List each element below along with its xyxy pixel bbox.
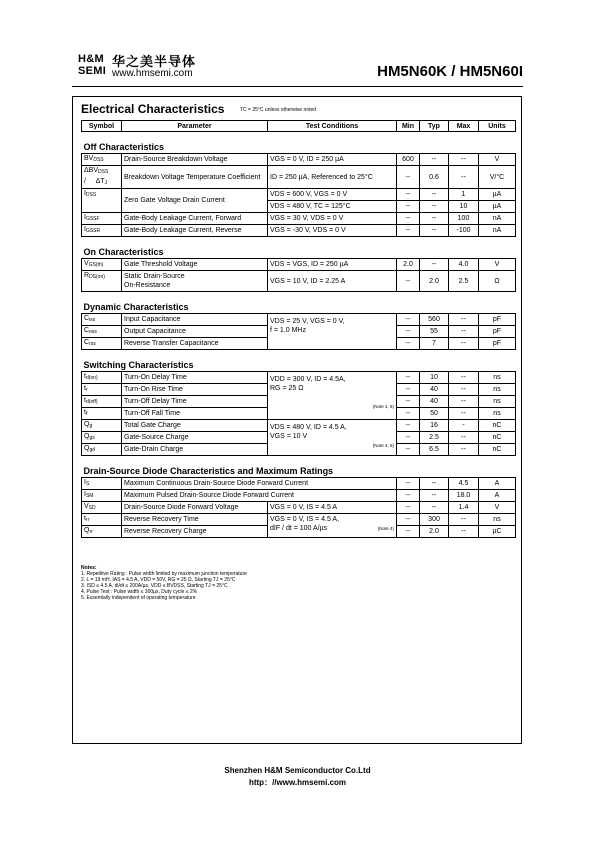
- parameter: Breakdown Voltage Temperature Coefficient: [122, 166, 268, 189]
- max: 10: [449, 201, 479, 213]
- table-row: [82, 372, 516, 384]
- unit: ns: [479, 408, 516, 420]
- section-dynamic: [82, 292, 516, 314]
- max: --: [449, 314, 479, 326]
- max: -100: [449, 225, 479, 237]
- min: --: [397, 384, 420, 396]
- min: 2.0: [397, 259, 420, 271]
- min: --: [397, 271, 420, 292]
- unit: nA: [479, 213, 516, 225]
- min: --: [397, 526, 420, 538]
- section-condition: TC = 25°C unless otherwise noted: [240, 107, 317, 113]
- max: 100: [449, 213, 479, 225]
- unit: V/°C: [479, 166, 516, 189]
- unit: ns: [479, 384, 516, 396]
- parameter: [122, 271, 268, 292]
- min: --: [397, 338, 420, 350]
- typ: 2.0: [420, 526, 449, 538]
- min: --: [397, 372, 420, 384]
- note-5: 5. Essentially independent of operating temperature: [81, 595, 196, 601]
- max: 4.0: [449, 259, 479, 271]
- parameter: Reverse Recovery Time: [122, 514, 268, 526]
- col-test-conditions: Test Conditions: [268, 121, 397, 132]
- parameter-line1: Static Drain-Source: [124, 273, 185, 280]
- parameter: Reverse Recovery Charge: [122, 526, 268, 538]
- max: -: [449, 420, 479, 432]
- symbol: $t_f$: [82, 408, 122, 420]
- condition: [268, 514, 397, 538]
- max: 4.5: [449, 478, 479, 490]
- typ: --: [420, 259, 449, 271]
- logo-url: www.hmsemi.com: [112, 68, 193, 79]
- condition: VDS = 600 V, VGS = 0 V: [268, 189, 397, 201]
- max: --: [449, 514, 479, 526]
- col-units: Units: [479, 121, 516, 132]
- table-row: [82, 502, 516, 514]
- table-row: [82, 271, 516, 292]
- max: --: [449, 526, 479, 538]
- typ: --: [420, 201, 449, 213]
- max: --: [449, 396, 479, 408]
- unit: V: [479, 259, 516, 271]
- typ: 40: [420, 396, 449, 408]
- condition-line2: VGS = 10 V: [270, 433, 308, 440]
- symbol: $Q_{gd}$: [82, 444, 122, 456]
- table-row: [82, 514, 516, 526]
- unit: nC: [479, 432, 516, 444]
- min: --: [397, 514, 420, 526]
- table-row: [82, 213, 516, 225]
- condition-line2: RG = 25 Ω: [270, 385, 304, 392]
- table-row: [82, 225, 516, 237]
- max: 1.4: [449, 502, 479, 514]
- col-parameter: Parameter: [122, 121, 268, 132]
- max: --: [449, 432, 479, 444]
- condition: VDS = VGS, ID = 250 µA: [268, 259, 397, 271]
- unit: Ω: [479, 271, 516, 292]
- parameter: Zero Gate Voltage Drain Current: [122, 189, 268, 213]
- max: --: [449, 166, 479, 189]
- section-dynamic-title: Dynamic Characteristics: [82, 292, 516, 314]
- section-switching-title: Switching Characteristics: [82, 350, 516, 372]
- table-row: [82, 490, 516, 502]
- parameter: Drain-Source Breakdown Voltage: [122, 154, 268, 166]
- symbol: $I_{SM}$: [82, 490, 122, 502]
- max: --: [449, 154, 479, 166]
- condition: VGS = -30 V, VDS = 0 V: [268, 225, 397, 237]
- unit: pF: [479, 326, 516, 338]
- condition: VDS = 480 V, TC = 125°C: [268, 201, 397, 213]
- condition: VGS = 10 V, ID = 2.25 A: [268, 271, 397, 292]
- max: --: [449, 408, 479, 420]
- symbol: $C_{oss}$: [82, 326, 122, 338]
- part-number: HM5N60K / HM5N60I: [377, 63, 523, 80]
- min: --: [397, 201, 420, 213]
- section-on-title: On Characteristics: [82, 237, 516, 259]
- min: --: [397, 490, 420, 502]
- table-row: [82, 420, 516, 432]
- symbol: $\Delta BV_{DSS}$ / $\Delta T_J$: [82, 166, 122, 189]
- max: --: [449, 326, 479, 338]
- condition: [268, 372, 397, 420]
- typ: 0.6: [420, 166, 449, 189]
- parameter: Maximum Continuous Drain-Source Diode Forward Current: [122, 478, 397, 490]
- symbol: $I_{GSSR}$: [82, 225, 122, 237]
- symbol: $V_{SD}$: [82, 502, 122, 514]
- col-min: Min: [397, 121, 420, 132]
- condition-line1: VDS = 25 V, VGS = 0 V,: [270, 318, 345, 325]
- parameter: Drain-Source Diode Forward Voltage: [122, 502, 268, 514]
- note-reference: (Note 4, 5): [372, 443, 394, 448]
- unit: pF: [479, 314, 516, 326]
- max: --: [449, 444, 479, 456]
- typ: 2.5: [420, 432, 449, 444]
- symbol: $R_{DS(on)}$: [82, 271, 122, 292]
- parameter: Total Gate Charge: [122, 420, 268, 432]
- parameter: Gate-Source Charge: [122, 432, 268, 444]
- logo-text-cn: 华之美半导体: [112, 54, 197, 69]
- table-row: [82, 478, 516, 490]
- logo-line1: H&M: [78, 53, 104, 65]
- symbol: $t_{d(on)}$: [82, 372, 122, 384]
- section-off-title: Off Characteristics: [82, 132, 516, 154]
- parameter: Turn-On Delay Time: [122, 372, 268, 384]
- typ: --: [420, 225, 449, 237]
- unit: V: [479, 154, 516, 166]
- section-on: [82, 237, 516, 259]
- parameter-line2: On-Resistance: [124, 282, 171, 289]
- parameter: Turn-On Rise Time: [122, 384, 268, 396]
- condition: VGS = 0 V, IS = 4.5 A: [268, 502, 397, 514]
- condition-line2: f = 1.0 MHz: [270, 327, 306, 334]
- note-reference: (Note 4): [377, 526, 394, 531]
- typ: --: [420, 213, 449, 225]
- unit: pF: [479, 338, 516, 350]
- section-off: [82, 132, 516, 154]
- typ: 16: [420, 420, 449, 432]
- note-1: 1. Repetitive Rating : Pulse width limited by maximum junction temperature: [81, 571, 247, 577]
- notes-title: Notes:: [81, 565, 97, 571]
- parameter: Turn-Off Fall Time: [122, 408, 268, 420]
- max: 2.5: [449, 271, 479, 292]
- typ: 55: [420, 326, 449, 338]
- symbol: $t_r$: [82, 384, 122, 396]
- typ: 6.5: [420, 444, 449, 456]
- header-divider: [72, 86, 523, 87]
- max: 18.0: [449, 490, 479, 502]
- table-row: [82, 314, 516, 326]
- symbol: $t_{d(off)}$: [82, 396, 122, 408]
- unit: nC: [479, 444, 516, 456]
- note-4: 4. Pulse Test : Pulse width ≤ 300µs, Duty cycle ≤ 2%: [81, 589, 198, 595]
- condition: VGS = 30 V, VDS = 0 V: [268, 213, 397, 225]
- section-diode-title: Drain-Source Diode Characteristics and Maximum Ratings: [82, 456, 516, 478]
- typ: 40: [420, 384, 449, 396]
- min: 600: [397, 154, 420, 166]
- symbol: $I_{GSSF}$: [82, 213, 122, 225]
- typ: 10: [420, 372, 449, 384]
- typ: 7: [420, 338, 449, 350]
- symbol: $C_{rss}$: [82, 338, 122, 350]
- condition: ID = 250 µA, Referenced to 25°C: [268, 166, 397, 189]
- unit: nC: [479, 420, 516, 432]
- condition: [268, 314, 397, 350]
- symbol: $V_{GS(th)}$: [82, 259, 122, 271]
- min: --: [397, 189, 420, 201]
- parameter: Input Capacitance: [122, 314, 268, 326]
- notes: [81, 565, 511, 601]
- unit: ns: [479, 514, 516, 526]
- min: --: [397, 502, 420, 514]
- symbol: $t_{rr}$: [82, 514, 122, 526]
- symbol: $C_{iss}$: [82, 314, 122, 326]
- col-symbol: Symbol: [82, 121, 122, 132]
- parameter: Maximum Pulsed Drain-Source Diode Forward Current: [122, 490, 397, 502]
- typ: --: [420, 154, 449, 166]
- min: --: [397, 432, 420, 444]
- max: 1: [449, 189, 479, 201]
- min: --: [397, 225, 420, 237]
- min: --: [397, 213, 420, 225]
- typ: --: [420, 502, 449, 514]
- unit: ns: [479, 372, 516, 384]
- typ: 50: [420, 408, 449, 420]
- symbol: $Q_{gs}$: [82, 432, 122, 444]
- parameter: Output Capacitance: [122, 326, 268, 338]
- table-row: [82, 154, 516, 166]
- section-title: Electrical Characteristics: [81, 102, 225, 116]
- min: --: [397, 478, 420, 490]
- footer-url: http：//www.hmsemi.com: [248, 778, 347, 787]
- table-row: [82, 259, 516, 271]
- table-row: [82, 189, 516, 201]
- min: --: [397, 326, 420, 338]
- electrical-characteristics-box: [72, 96, 522, 744]
- parameter: Gate-Body Leakage Current, Reverse: [122, 225, 268, 237]
- min: --: [397, 444, 420, 456]
- min: --: [397, 396, 420, 408]
- condition: [268, 420, 397, 456]
- condition: VGS = 0 V, ID = 250 µA: [268, 154, 397, 166]
- section-diode: [82, 456, 516, 478]
- min: --: [397, 408, 420, 420]
- condition-line1: VDD = 300 V, ID = 4.5A,: [270, 376, 346, 383]
- symbol: $I_{DSS}$: [82, 189, 122, 213]
- note-reference: (Note 4, 5): [372, 404, 394, 409]
- symbol: $I_S$: [82, 478, 122, 490]
- spec-table: [81, 120, 516, 538]
- min: --: [397, 420, 420, 432]
- condition-line1: VGS = 0 V, IS = 4.5 A,: [270, 516, 340, 523]
- max: --: [449, 372, 479, 384]
- typ: 2.0: [420, 271, 449, 292]
- unit: µC: [479, 526, 516, 538]
- note-2: 2. L = 19 mH, IAS = 4.5 A, VDD = 50V, RG = 25 Ω, Starting TJ = 25°C: [81, 577, 236, 583]
- unit: ns: [479, 396, 516, 408]
- table-header-row: [82, 121, 516, 132]
- symbol: $Q_{rr}$: [82, 526, 122, 538]
- unit: V: [479, 502, 516, 514]
- min: --: [397, 166, 420, 189]
- parameter: Gate Threshold Voltage: [122, 259, 268, 271]
- max: --: [449, 338, 479, 350]
- table-row: [82, 166, 516, 189]
- footer-company: Shenzhen H&M Semiconductor Co.Ltd: [224, 766, 371, 775]
- note-3: 3. ISD ≤ 4.5 A, di/dt ≤ 200A/µs, VDD ≤ BVDSS, Starting TJ = 25°C: [81, 583, 228, 589]
- typ: --: [420, 189, 449, 201]
- typ: --: [420, 490, 449, 502]
- col-typ: Typ: [420, 121, 449, 132]
- unit: A: [479, 490, 516, 502]
- parameter: Gate-Drain Charge: [122, 444, 268, 456]
- col-max: Max: [449, 121, 479, 132]
- parameter: Gate-Body Leakage Current, Forward: [122, 213, 268, 225]
- unit: A: [479, 478, 516, 490]
- unit: nA: [479, 225, 516, 237]
- unit: µA: [479, 189, 516, 201]
- condition-line2: dIF / dt = 100 A/µs: [270, 525, 328, 532]
- typ: --: [420, 478, 449, 490]
- min: --: [397, 314, 420, 326]
- unit: µA: [479, 201, 516, 213]
- logo-line2: SEMI: [78, 65, 107, 77]
- symbol: $Q_g$: [82, 420, 122, 432]
- symbol: $BV_{DSS}$: [82, 154, 122, 166]
- section-switching: [82, 350, 516, 372]
- parameter: Turn-Off Delay Time: [122, 396, 268, 408]
- condition-line1: VDS = 480 V, ID = 4.5 A,: [270, 424, 347, 431]
- typ: 560: [420, 314, 449, 326]
- typ: 300: [420, 514, 449, 526]
- max: --: [449, 384, 479, 396]
- parameter: Reverse Transfer Capacitance: [122, 338, 268, 350]
